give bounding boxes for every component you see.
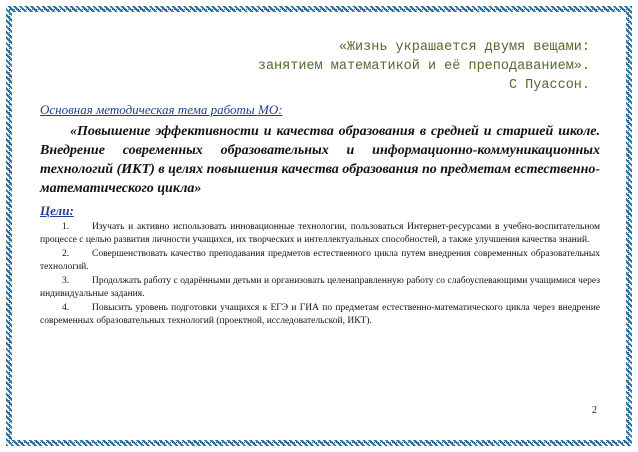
goal-item (40, 248, 600, 273)
goals-heading: Цели: (40, 203, 74, 218)
goal-text: Продолжать работу с одарёнными детьми и организовать целенаправленную работу со слабоуспевающими учащимися через индивидуальные задания. (40, 276, 600, 299)
epigraph-line-2: занятием математикой и её преподаванием». (257, 59, 590, 74)
page-number: 2 (592, 405, 597, 416)
goal-number: 4. (62, 303, 70, 313)
epigraph-author: С Пуассон. (508, 78, 590, 93)
goal-text: Повысить уровень подготовки учащихся к ЕГЭ и ГИА по предметам естественно-математического цикла через внедрение современных образовательных технологий (проектной, исследовательской, ИКТ). (40, 303, 600, 326)
methodical-theme-text: «Повышение эффективности и качества образования в средней и старшей школе. Внедрение современных образовательных и информационно-коммуникационных технологий (ИКТ) в целях повышения качества образования по предметам естественно-математического цикла» (40, 124, 601, 196)
goal-item (40, 221, 600, 246)
page-content (40, 38, 600, 327)
goal-number: 3. (62, 276, 70, 286)
methodical-topic-label: Основная методическая тема работы МО: (40, 102, 283, 117)
epigraph-line-1: «Жизнь украшается двумя вещами: (338, 40, 590, 55)
goals-list (40, 221, 600, 327)
goal-text: Изучать и активно использовать инновационные технологии, пользоваться Интернет-ресурсами в учебно-воспитательном процессе с целью развития личности учащихся, их творческих и интеллектуальных способностей, а также улучшения качества знаний. (40, 222, 600, 245)
goal-number: 2. (62, 249, 70, 259)
goal-text: Совершенствовать качество преподавания предметов естественного цикла путем внедрения современных образовательных технологий. (40, 249, 600, 272)
goal-item (40, 275, 600, 300)
goal-item (40, 302, 600, 327)
epigraph (40, 38, 600, 95)
goal-number: 1. (62, 222, 70, 232)
